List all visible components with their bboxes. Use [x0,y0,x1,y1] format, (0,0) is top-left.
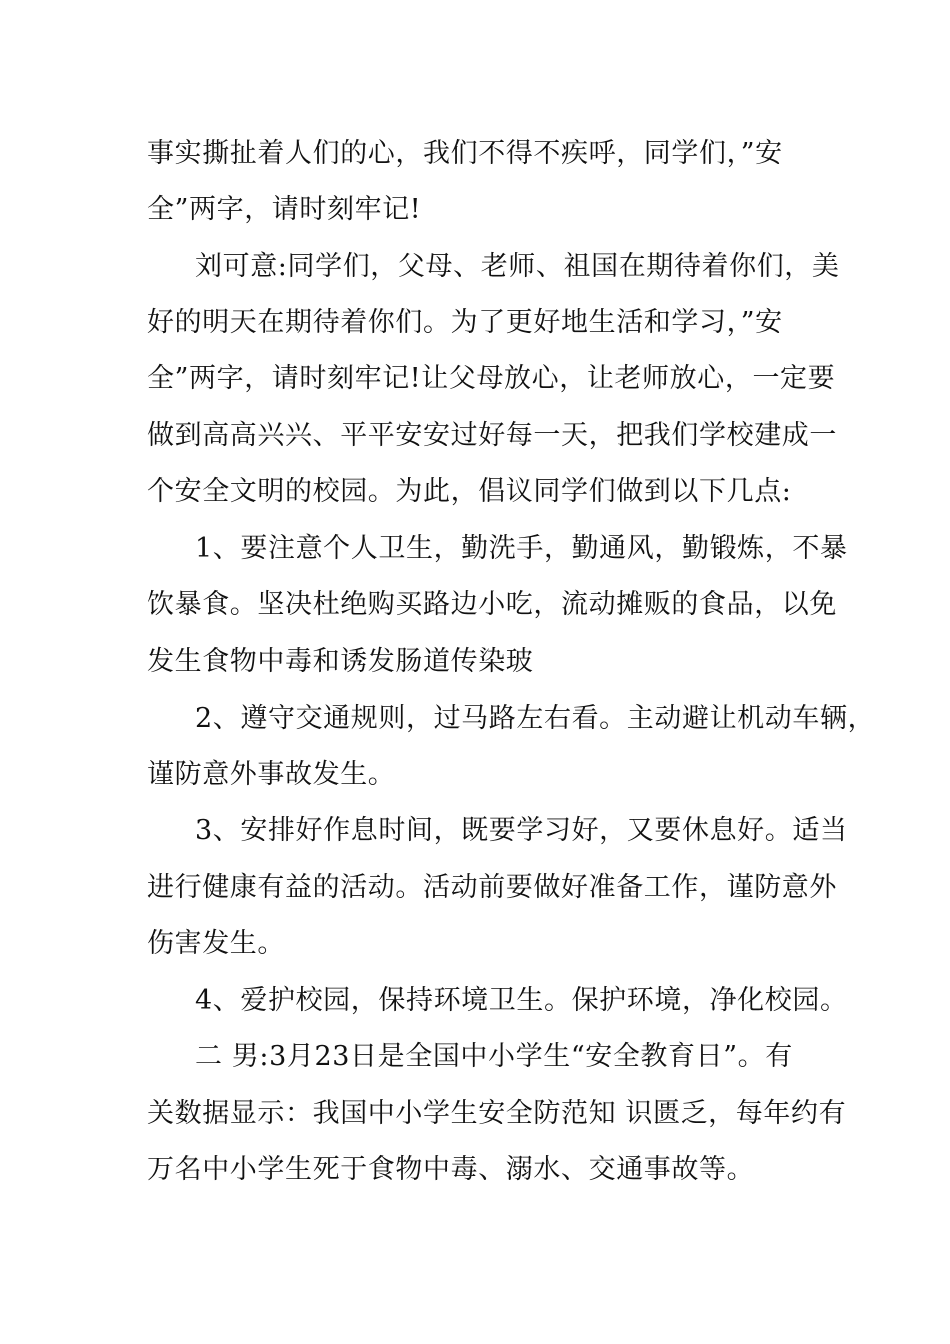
text-line-7: 个安全文明的校园。为此，倡议同学们做到以下几点: [147,476,792,507]
text-line-14: 进行健康有益的活动。活动前要做好准备工作，谨防意外 [147,872,837,903]
text-line-3: 刘可意:同学们，父母、老师、祖国在期待着你们，美 [195,251,840,282]
text-line-13: 3、安排好作息时间，既要学习好，又要休息好。适当 [195,815,848,846]
text-line-19: 万名中小学生死于食物中毒、溺水、交通事故等。 [147,1154,755,1185]
text-line-8: 1、要注意个人卫生，勤洗手，勤通风，勤锻炼，不暴 [195,533,848,564]
text-line-6: 做到高高兴兴、平平安安过好每一天，把我们学校建成一 [147,420,837,451]
text-line-15: 伤害发生。 [147,928,285,959]
text-line-11: 2、遵守交通规则，过马路左右看。主动避让机动车辆， [195,703,876,734]
text-line-18: 关数据显示：我国中小学生安全防范知 识匮乏，每年约有 [147,1098,847,1129]
text-line-16: 4、爱护校园，保持环境卫生。保护环境，净化校园。 [195,985,848,1016]
text-line-2: 全”两字，请时刻牢记! [147,194,422,225]
text-line-17: 二 男:3月23日是全国中小学生“安全教育日”。有 [195,1041,793,1072]
text-line-4: 好的明天在期待着你们。为了更好地生活和学习，”安 [147,307,783,338]
text-line-12: 谨防意外事故发生。 [147,759,396,790]
text-line-10: 发生食物中毒和诱发肠道传染玻 [147,646,534,677]
text-line-9: 饮暴食。坚决杜绝购买路边小吃，流动摊贩的食品，以免 [147,589,837,620]
text-line-1: 事实撕扯着人们的心，我们不得不疾呼，同学们，”安 [147,138,783,169]
text-line-5: 全”两字，请时刻牢记!让父母放心，让老师放心，一定要 [147,363,836,394]
